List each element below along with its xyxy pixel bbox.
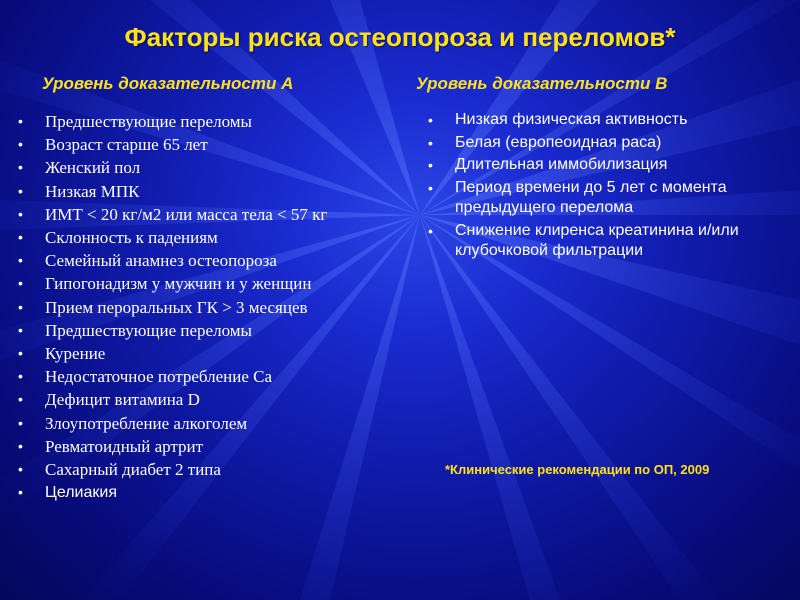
list-item	[18, 481, 398, 504]
list-item	[428, 110, 798, 131]
list-item-text: Злоупотребление алкоголем	[45, 413, 248, 433]
list-item	[18, 388, 398, 411]
list-item	[18, 226, 398, 249]
list-item	[18, 365, 398, 388]
list-item	[18, 412, 398, 435]
bullet-icon: •	[18, 391, 23, 408]
list-item-text: Недостаточное потребление Са	[45, 367, 273, 387]
slide-title: Факторы риска остеопороза и переломов*	[124, 22, 676, 52]
bullet-icon: •	[18, 437, 23, 454]
list-item	[18, 156, 398, 179]
list-item-text: Предшествующие переломы	[45, 112, 252, 131]
bullet-icon: •	[18, 136, 23, 153]
list-item-text: Низкая физическая активность	[455, 111, 688, 128]
list-item	[18, 319, 398, 342]
bullet-icon: •	[428, 179, 433, 196]
list-item-text: Период времени до 5 лет с момента предыдущего перелома	[455, 178, 727, 216]
bullet-icon: •	[18, 368, 23, 385]
list-item	[428, 155, 798, 176]
bullet-icon: •	[18, 182, 23, 199]
evidence-level-b-list	[428, 110, 798, 264]
list-item-text: Склонность к падениям	[45, 228, 218, 248]
bullet-icon: •	[18, 414, 23, 431]
list-item-text: Снижение клиренса креатинина и/или клубочковой фильтрации	[455, 221, 739, 259]
bullet-icon: •	[428, 157, 433, 173]
bullet-icon: •	[428, 134, 433, 151]
bullet-icon: •	[18, 205, 23, 222]
bullet-icon: •	[18, 345, 23, 362]
bullet-icon: •	[18, 159, 23, 176]
list-item	[18, 272, 398, 295]
list-item-text: Длительная иммобилизация	[455, 156, 668, 173]
bullet-icon: •	[18, 321, 23, 338]
bullet-icon: •	[18, 484, 23, 501]
list-item	[18, 203, 398, 226]
list-item	[18, 110, 398, 133]
list-item-text: Прием пероральных ГК > 3 месяцев	[45, 297, 308, 317]
list-item-text: Низкая МПК	[45, 181, 140, 201]
footnote: *Клинические рекомендации по ОП, 2009	[445, 462, 710, 477]
bullet-icon: •	[18, 113, 23, 129]
list-item-text: Предшествующие переломы	[45, 320, 252, 340]
list-item	[18, 458, 398, 481]
list-item-text: Белая (европеоидная раса)	[455, 133, 662, 151]
list-item-text: Семейный анамнез остеопороза	[45, 251, 277, 271]
bullet-icon: •	[18, 298, 23, 315]
list-item	[18, 435, 398, 458]
list-item	[428, 221, 798, 262]
list-item	[428, 133, 798, 154]
bullet-icon: •	[18, 461, 23, 478]
evidence-level-a-list	[18, 110, 398, 504]
evidence-level-a-heading: Уровень доказательности А	[42, 74, 294, 93]
list-item	[18, 342, 398, 365]
bullet-icon: •	[18, 252, 23, 269]
list-item-text: Гипогонадизм у мужчин и у женщин	[45, 274, 312, 294]
list-item-text: Сахарный диабет 2 типа	[45, 460, 221, 480]
list-item	[18, 249, 398, 272]
bullet-icon: •	[18, 229, 23, 246]
list-item	[18, 133, 398, 156]
list-item-text: ИМТ < 20 кг/м2 или масса тела < 57 кг	[45, 204, 328, 224]
list-item	[428, 178, 798, 219]
list-item-text: Возраст старше 65 лет	[45, 135, 208, 155]
list-item	[18, 180, 398, 203]
bullet-icon: •	[428, 222, 433, 239]
list-item	[18, 296, 398, 319]
bullet-icon: •	[428, 112, 433, 128]
list-item-text: Целиакия	[45, 484, 117, 502]
list-item-text: Женский пол	[45, 158, 141, 178]
list-item-text: Курение	[45, 344, 106, 364]
list-item-text: Дефицит витамина D	[45, 390, 200, 410]
evidence-level-b-heading: Уровень доказательности В	[416, 74, 668, 93]
list-item-text: Ревматоидный артрит	[45, 436, 204, 456]
bullet-icon: •	[18, 275, 23, 292]
